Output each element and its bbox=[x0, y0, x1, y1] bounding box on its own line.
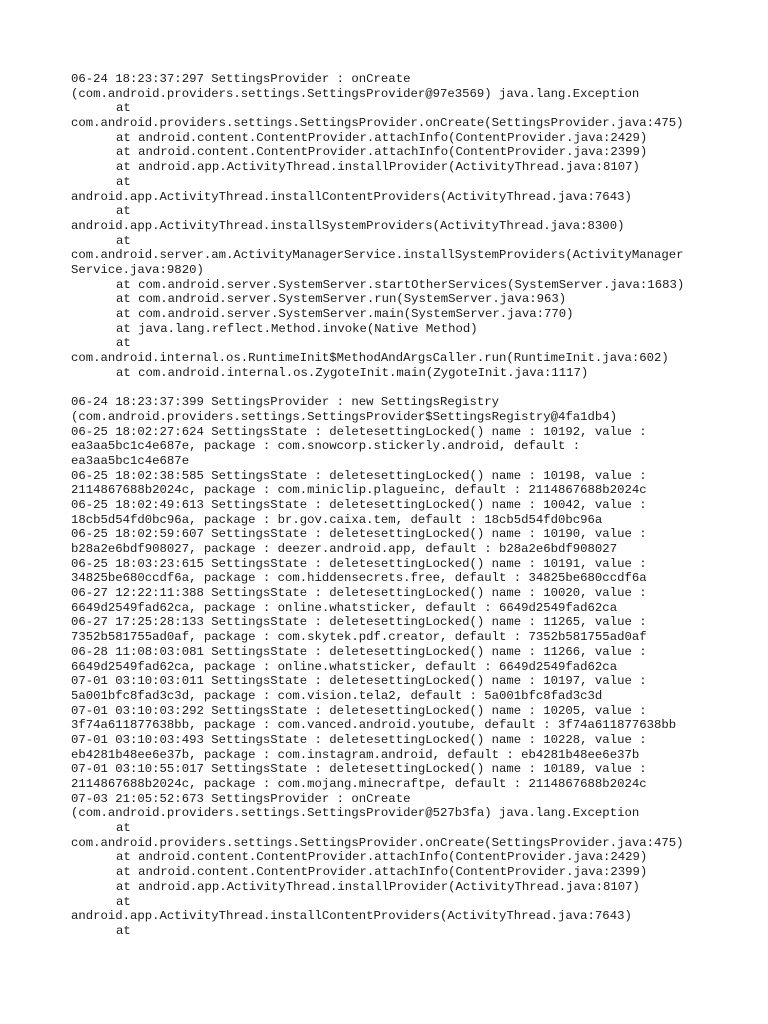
log-stack-frame-line: at com.android.server.SystemServer.run(SystemServer.java:963) bbox=[116, 292, 567, 307]
log-line: com.android.providers.settings.SettingsProvider.onCreate(SettingsProvider.java:475) bbox=[71, 835, 684, 850]
log-line: 07-03 21:05:52:673 SettingsProvider : onCreate bbox=[71, 791, 411, 806]
log-line: com.android.server.am.ActivityManagerService.installSystemProviders(ActivityManager bbox=[71, 248, 684, 263]
log-line: 06-25 18:02:38:585 SettingsState : deletesettingLocked() name : 10198, value : bbox=[71, 468, 647, 483]
log-line: 7352b581755ad0af, package : com.skytek.pdf.creator, default : 7352b581755ad0af bbox=[71, 630, 647, 645]
log-line: 06-27 17:25:28:133 SettingsState : deletesettingLocked() name : 11265, value : bbox=[71, 615, 647, 630]
log-line: 06-24 18:23:37:399 SettingsProvider : new SettingsRegistry bbox=[71, 395, 500, 410]
log-line: 3f74a611877638bb, package : com.vanced.android.youtube, default : 3f74a611877638bb bbox=[71, 718, 677, 733]
log-stack-frame-line: at android.content.ContentProvider.attachInfo(ContentProvider.java:2399) bbox=[116, 865, 648, 880]
log-line: (com.android.providers.settings.SettingsProvider$SettingsRegistry@4fa1db4) bbox=[71, 409, 618, 424]
log-line: 34825be680ccdf6a, package : com.hiddensecrets.free, default : 34825be680ccdf6a bbox=[71, 571, 647, 586]
log-stack-frame-line: at com.android.server.SystemServer.main(SystemServer.java:770) bbox=[116, 307, 574, 321]
log-line: (com.android.providers.settings.SettingsProvider@97e3569) java.lang.Exception bbox=[71, 86, 640, 101]
log-line: 06-24 18:23:37:297 SettingsProvider : onCreate bbox=[71, 72, 411, 86]
log-line: 07-01 03:10:03:292 SettingsState : deletesettingLocked() name : 10205, value : bbox=[71, 703, 647, 718]
log-stack-frame-line: at bbox=[116, 923, 131, 938]
log-stack-frame-line: at com.android.internal.os.ZygoteInit.main(ZygoteInit.java:1117) bbox=[116, 365, 589, 380]
log-line: 06-25 18:02:59:607 SettingsState : deletesettingLocked() name : 10190, value : bbox=[71, 527, 647, 542]
log-stack-frame-line: at bbox=[116, 204, 131, 219]
log-line: b28a2e6bdf908027, package : deezer.android.app, default : b28a2e6bdf908027 bbox=[71, 542, 618, 556]
log-stack-frame-line: at bbox=[116, 336, 131, 351]
log-line: 06-25 18:02:49:613 SettingsState : deletesettingLocked() name : 10042, value : bbox=[71, 497, 647, 512]
log-line: 6649d2549fad62ca, package : online.whatsticker, default : 6649d2549fad62ca bbox=[71, 659, 618, 674]
log-stack-frame-line: at android.content.ContentProvider.attachInfo(ContentProvider.java:2399) bbox=[116, 145, 648, 160]
log-line: (com.android.providers.settings.SettingsProvider@527b3fa) java.lang.Exception bbox=[71, 806, 640, 821]
log-line: android.app.ActivityThread.installContentProviders(ActivityThread.java:7643) bbox=[71, 189, 632, 204]
log-line: android.app.ActivityThread.installContentProviders(ActivityThread.java:7643) bbox=[71, 909, 632, 924]
log-stack-frame-line: at bbox=[116, 233, 131, 248]
log-line: 06-28 11:08:03:081 SettingsState : deletesettingLocked() name : 11266, value : bbox=[71, 644, 647, 659]
log-document bbox=[71, 72, 761, 939]
log-line: 06-25 18:02:27:624 SettingsState : deletesettingLocked() name : 10192, value : bbox=[71, 424, 647, 439]
log-stack-frame-line: at android.content.ContentProvider.attachInfo(ContentProvider.java:2429) bbox=[116, 850, 648, 865]
log-stack-frame-line: at bbox=[116, 101, 131, 116]
log-line: 2114867688b2024c, package : com.mojang.minecraftpe, default : 2114867688b2024c bbox=[71, 777, 647, 791]
log-line: ea3aa5bc1c4e687e bbox=[71, 453, 190, 468]
log-stack-frame-line: at android.app.ActivityThread.installProvider(ActivityThread.java:8107) bbox=[116, 879, 640, 894]
log-line: 07-01 03:10:55:017 SettingsState : deletesettingLocked() name : 10189, value : bbox=[71, 762, 647, 777]
log-line: 2114867688b2024c, package : com.miniclip.plagueinc, default : 2114867688b2024c bbox=[71, 483, 647, 498]
log-line: 06-27 12:22:11:388 SettingsState : deletesettingLocked() name : 10020, value : bbox=[71, 586, 647, 601]
log-line: ea3aa5bc1c4e687e, package : com.snowcorp.stickerly.android, default : bbox=[71, 439, 581, 454]
log-blank-line bbox=[71, 380, 761, 395]
log-line: com.android.providers.settings.SettingsProvider.onCreate(SettingsProvider.java:475) bbox=[71, 116, 684, 131]
log-line: 07-01 03:10:03:493 SettingsState : deletesettingLocked() name : 10228, value : bbox=[71, 732, 647, 747]
log-line: eb4281b48ee6e37b, package : com.instagram.android, default : eb4281b48ee6e37b bbox=[71, 747, 640, 762]
log-line: android.app.ActivityThread.installSystemProviders(ActivityThread.java:8300) bbox=[71, 218, 625, 233]
log-stack-frame-line: at android.app.ActivityThread.installProvider(ActivityThread.java:8107) bbox=[116, 160, 640, 175]
log-line: 6649d2549fad62ca, package : online.whatsticker, default : 6649d2549fad62ca bbox=[71, 600, 618, 615]
log-stack-frame-line: at com.android.server.SystemServer.startOtherServices(SystemServer.java:1683) bbox=[116, 277, 685, 292]
log-line: com.android.internal.os.RuntimeInit$MethodAndArgsCaller.run(RuntimeInit.java:602) bbox=[71, 351, 669, 366]
log-line: 07-01 03:10:03:011 SettingsState : deletesettingLocked() name : 10197, value : bbox=[71, 674, 647, 689]
log-stack-frame-line: at bbox=[116, 821, 131, 836]
log-stack-frame-line: at android.content.ContentProvider.attachInfo(ContentProvider.java:2429) bbox=[116, 130, 648, 145]
log-line: 18cb5d54fd0bc96a, package : br.gov.caixa.tem, default : 18cb5d54fd0bc96a bbox=[71, 512, 603, 527]
log-line: 5a001bfc8fad3c3d, package : com.vision.tela2, default : 5a001bfc8fad3c3d bbox=[71, 688, 603, 703]
log-line: Service.java:9820) bbox=[71, 262, 204, 277]
log-line: 06-25 18:03:23:615 SettingsState : deletesettingLocked() name : 10191, value : bbox=[71, 556, 647, 571]
log-stack-frame-line: at bbox=[116, 174, 131, 189]
log-stack-frame-line: at bbox=[116, 894, 131, 909]
log-stack-frame-line: at java.lang.reflect.Method.invoke(Native Method) bbox=[116, 321, 478, 336]
